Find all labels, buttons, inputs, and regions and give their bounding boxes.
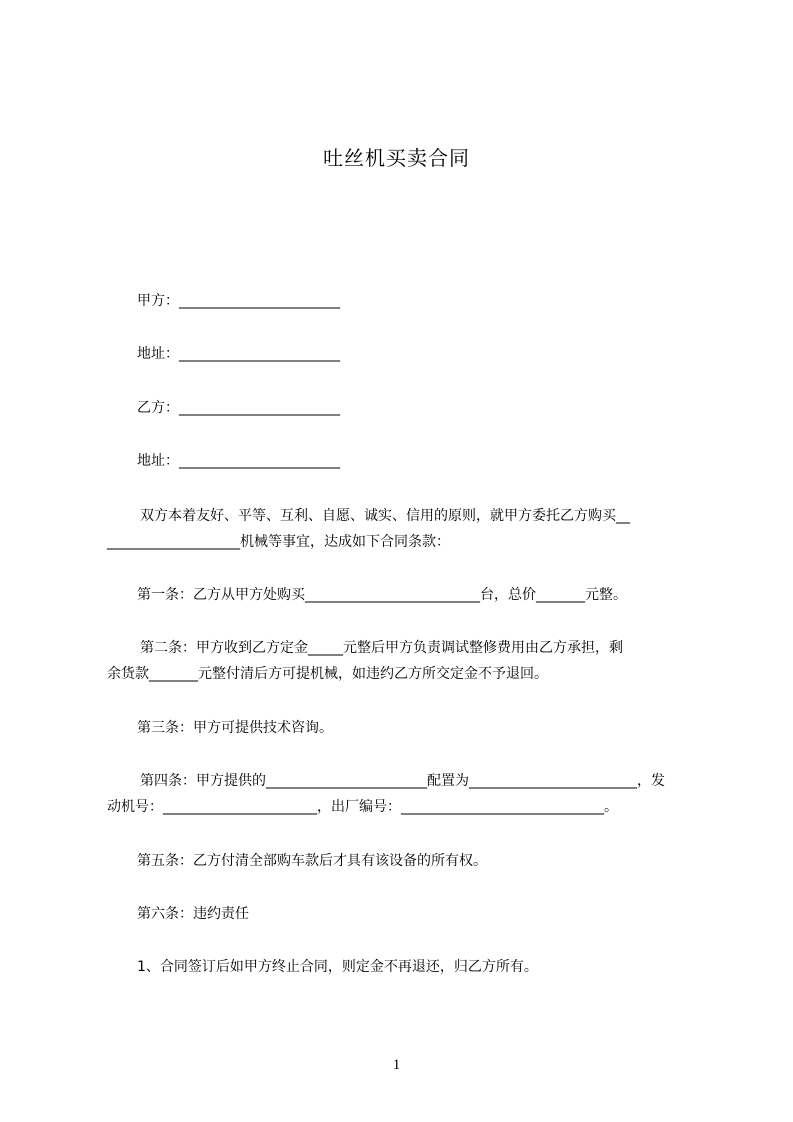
clause-6-heading: 第六条：违约责任 (137, 906, 249, 922)
clause-6-item-1: 1、合同签订后如甲方终止合同，则定金不再退还，归乙方所有。 (137, 959, 538, 975)
clause-2-line-1: 第二条：甲方收到乙方定金_____元整后甲方负责调试整修费用由乙方承担，剩 (140, 640, 623, 656)
clause-5: 第五条：乙方付清全部购车款后才具有该设备的所有权。 (137, 853, 487, 869)
clause-4-line-1: 第四条：甲方提供的_______________________配置为________________________，发 (140, 773, 665, 789)
address-a-line: 地址：_______________________ (137, 346, 340, 362)
document-title: 吐丝机买卖合同 (323, 146, 470, 170)
intro-line-2: ___________________机械等事宜，达成如下合同条款： (107, 534, 450, 550)
address-b-line: 地址：_______________________ (137, 453, 340, 469)
page-number: 1 (392, 1057, 401, 1073)
clause-3: 第三条：甲方可提供技术咨询。 (137, 720, 333, 736)
clause-1: 第一条：乙方从甲方处购买_________________________台，总价_______元整。 (137, 587, 627, 603)
clause-2-line-2: 余货款_______元整付清后方可提机械，如违约乙方所交定金不予退回。 (107, 666, 548, 682)
clause-4-line-2: 动机号：______________________，出厂编号：_____________________________。 (107, 799, 618, 815)
party-b-line: 乙方：_______________________ (137, 400, 340, 416)
intro-line-1: 双方本着友好、平等、互利、自愿、诚实、信用的原则，就甲方委托乙方购买__ (140, 508, 630, 524)
party-a-line: 甲方：_______________________ (137, 293, 340, 309)
